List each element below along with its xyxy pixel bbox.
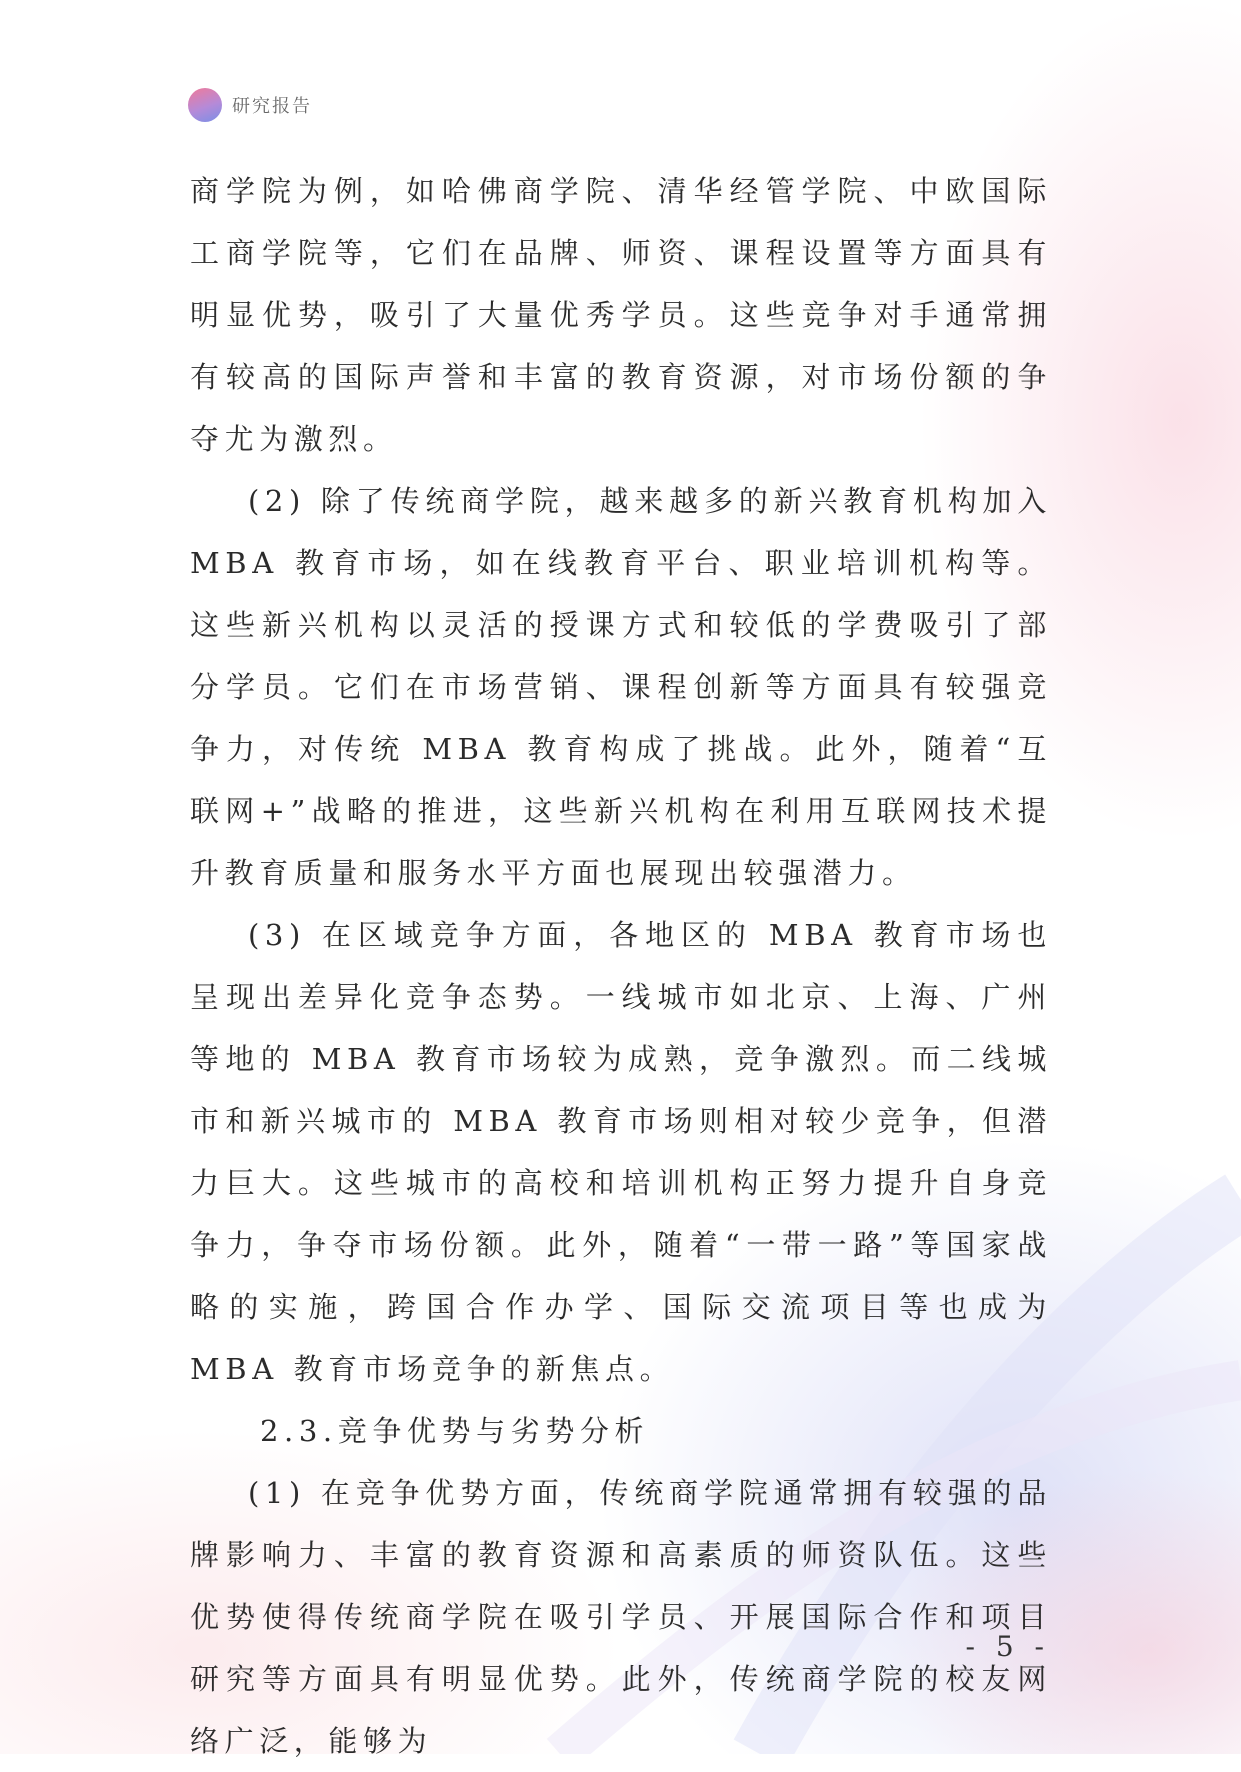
report-body — [190, 160, 1052, 1772]
header-title: 研究报告 — [232, 96, 312, 117]
paragraph-2: (2) 除了传统商学院，越来越多的新兴教育机构加入MBA 教育市场，如在线教育平台、职业培训机构等。这些新兴机构以灵活的授课方式和较低的学费吸引了部分学员。它们在市场营销、课程创新等方面具有较强竞争力，对传统 MBA 教育构成了挑战。此外，随着“互联网+”战略的推进，这些新兴机构在利用互联网技术提升教育质量和服务水平方面也展现出较强潜力。 — [190, 484, 1052, 890]
paragraph-3: (3) 在区域竞争方面，各地区的 MBA 教育市场也呈现出差异化竞争态势。一线城市如北京、上海、广州等地的 MBA 教育市场较为成熟，竞争激烈。而二线城市和新兴城市的 MBA 教育市场则相对较少竞争，但潜力巨大。这些城市的高校和培训机构正努力提升自身竞争力，争夺市场份额。此外，随着“一带一路”等国家战略的实施，跨国合作办学、国际交流项目等也成为 MBA 教育市场竞争的新焦点。 — [190, 918, 1052, 1386]
section-heading: 2.3.竞争优势与劣势分析 — [260, 1414, 650, 1448]
report-header — [188, 88, 312, 122]
paragraph-continued: 商学院为例，如哈佛商学院、清华经管学院、中欧国际工商学院等，它们在品牌、师资、课程设置等方面具有明显优势，吸引了大量优秀学员。这些竞争对手通常拥有较高的国际声誉和丰富的教育资源，对市场份额的争夺尤为激烈。 — [190, 174, 1052, 456]
logo-circle-icon — [188, 88, 222, 122]
paragraph-advantages: (1) 在竞争优势方面，传统商学院通常拥有较强的品牌影响力、丰富的教育资源和高素质的师资队伍。这些优势使得传统商学院在吸引学员、开展国际合作和项目研究等方面具有明显优势。此外，传统商学院的校友网络广泛，能够为 — [190, 1476, 1052, 1758]
page-number: - 5 - — [965, 1630, 1050, 1663]
